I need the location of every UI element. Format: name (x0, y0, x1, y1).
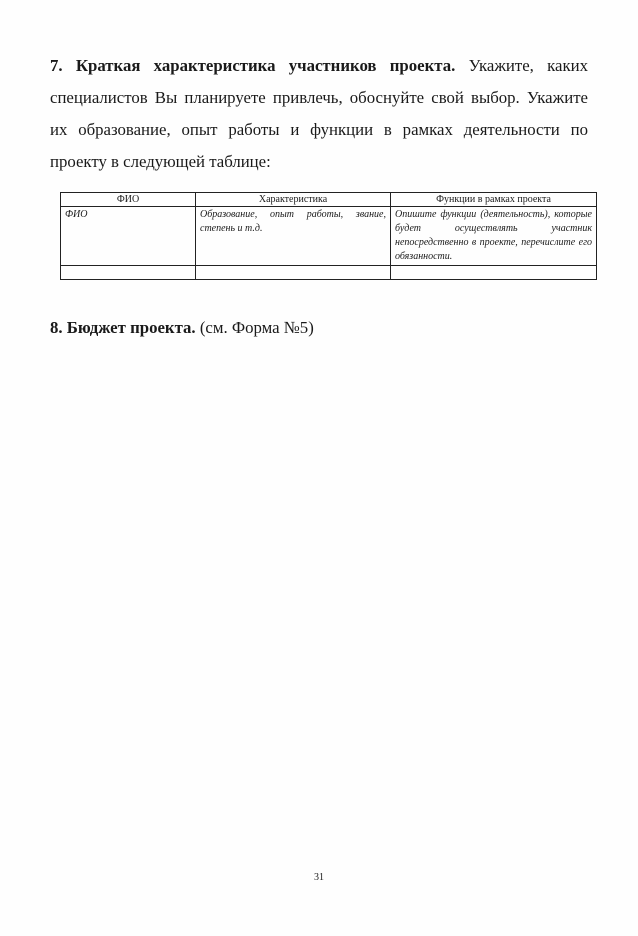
cell-empty (61, 266, 196, 280)
header-fio: ФИО (61, 193, 196, 207)
cell-empty (196, 266, 391, 280)
header-characteristic: Характеристика (196, 193, 391, 207)
cell-functions: Опишите функции (деятельность), которые будет осуществлять участник непосредственно в проекте, перечислите его обязанности. (391, 207, 597, 266)
page-number: 31 (314, 872, 324, 883)
section-8-heading: 8. Бюджет проекта. (50, 318, 196, 337)
section-7-paragraph (50, 50, 588, 178)
table-header-row (61, 193, 597, 207)
cell-empty (391, 266, 597, 280)
section-7-text: Укажите, каких специалистов Вы планируете привлечь, обоснуйте свой выбор. Укажите их образование, опыт работы и функции в рамках деятельности по проекту в следующей таблице: (50, 56, 588, 171)
table-row-empty (61, 266, 597, 280)
participants-table (60, 192, 597, 280)
section-8-paragraph (50, 316, 314, 340)
header-functions: Функции в рамках проекта (391, 193, 597, 207)
cell-fio: ФИО (61, 207, 196, 266)
cell-characteristic: Образование, опыт работы, звание, степень и т.д. (196, 207, 391, 266)
section-7-heading: 7. Краткая характеристика участников проекта. (50, 56, 456, 75)
table-row (61, 207, 597, 266)
section-8-text: (см. Форма №5) (199, 318, 314, 337)
